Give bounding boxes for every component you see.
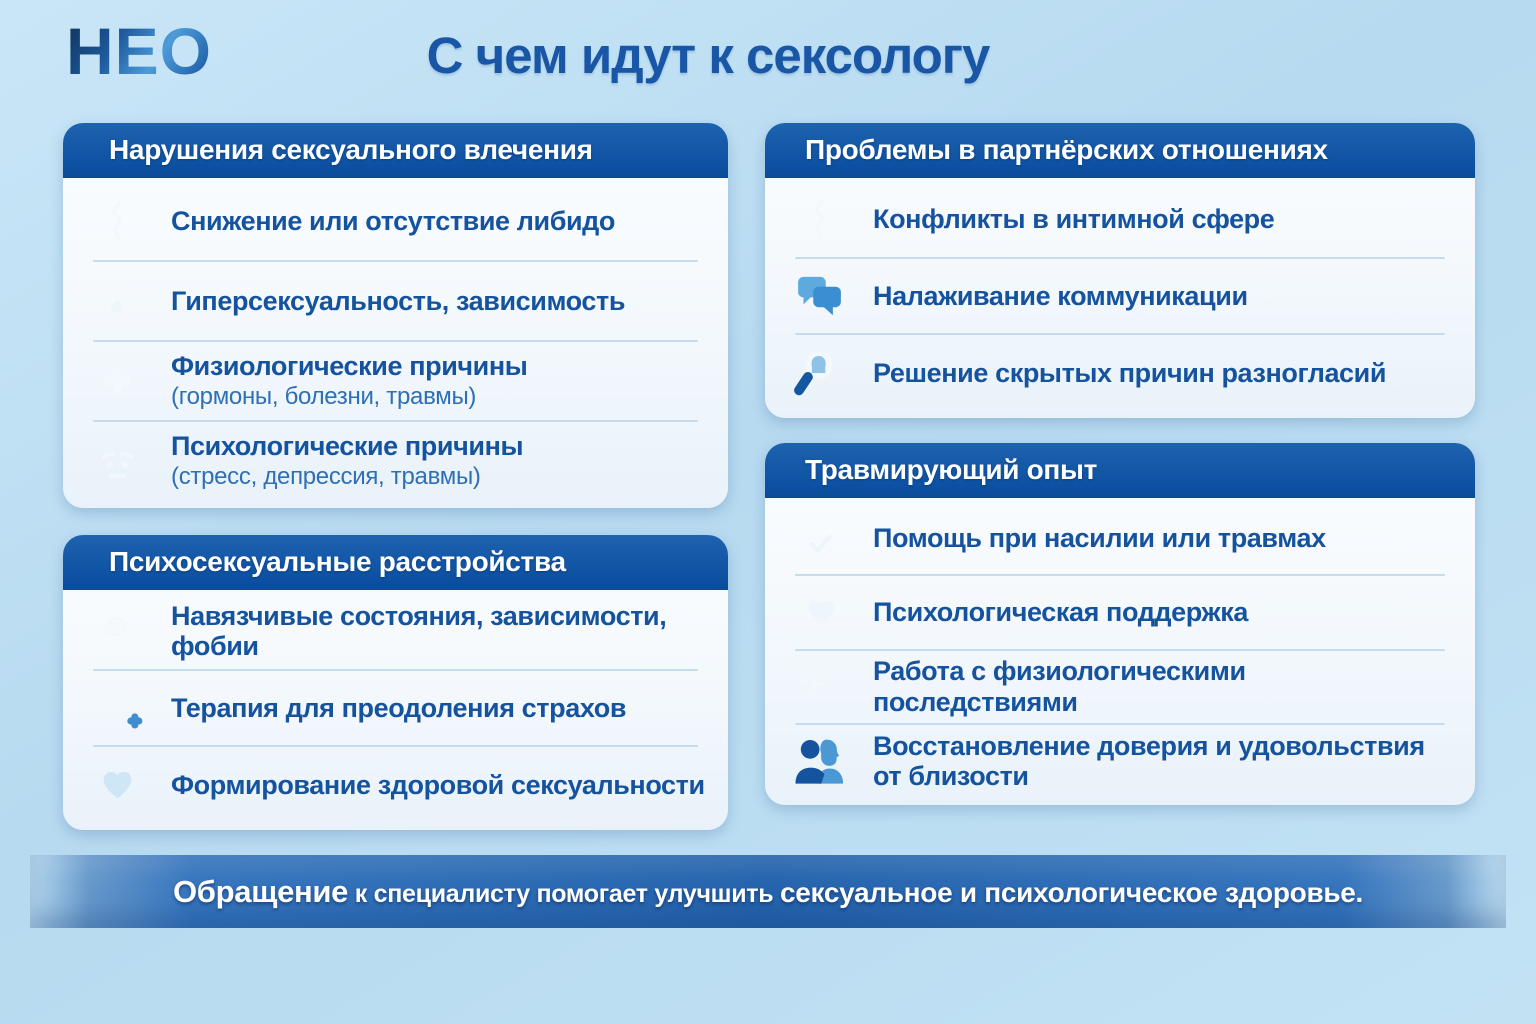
item-sublabel: (стресс, депрессия, травмы) [171,463,481,491]
list-item [89,747,708,822]
item-label: Навязчивые состояния, зависимости, фобии [171,601,667,662]
footer-banner [30,855,1506,928]
broken-heart-icon [791,191,848,248]
card-body [63,590,728,830]
couple-icon [791,732,848,789]
item-label: Налаживание коммуникации [873,280,1248,311]
card-partner-relationship-problems [765,123,1475,418]
stop-hand-icon [791,510,848,567]
broken-heart-icon [89,193,146,250]
chat-bubbles-icon [791,268,848,325]
logo [66,14,280,88]
footer-text-bold-end: сексуальное и психологическое здоровье. [779,876,1364,908]
item-label: Психологическая поддержка [873,597,1249,628]
footer-text-middle: к специалисту помогает улучшить [348,879,780,908]
list-item [89,182,708,260]
support-heart-icon [791,584,848,641]
item-label: Терапия для преодоления страхов [171,692,627,723]
page-title: С чем идут к сексологу [426,27,990,84]
medical-cross-icon [89,353,146,410]
left-column [63,123,728,830]
card-body [765,498,1475,805]
card-sexual-desire-disorders [63,123,728,508]
item-label: Работа с физиологическими последствиями [873,656,1246,717]
item-label: Конфликты в интимной сфере [873,204,1275,235]
list-item [791,502,1455,574]
list-item [791,182,1455,257]
list-item [89,671,708,746]
head-tree-icon [791,658,848,715]
list-item [89,342,708,420]
card-body [63,178,728,508]
item-label: Решение скрытых причин разногласий [873,357,1387,388]
item-label: Гиперсексуальность, зависимость [171,285,626,316]
card-title: Нарушения сексуального влечения [63,123,728,178]
list-item [791,576,1455,648]
item-label: Физиологические причины [171,350,528,381]
magnifier-head-icon [791,344,848,401]
card-title: Проблемы в партнёрских отношениях [765,123,1475,178]
card-body [765,178,1475,418]
list-item [791,335,1455,410]
card-traumatic-experience [765,443,1475,805]
list-item [791,725,1455,797]
card-title: Психосексуальные расстройства [63,535,728,590]
item-sublabel: (гормоны, болезни, травмы) [171,383,477,411]
item-label: Психологические причины [171,430,524,461]
item-label: Снижение или отсутствие либидо [171,205,616,236]
footer-text [173,874,1363,910]
list-item [791,259,1455,334]
heart-icon [89,756,146,813]
list-item [89,422,708,500]
footer-text-bold-start: Обращение [172,873,349,909]
card-psychosexual-disorders [63,535,728,830]
person-plus-icon [89,680,146,737]
flame-icon [89,273,146,330]
item-label: Формирование здоровой сексуальности [171,769,705,800]
logo-text: НЕО [66,14,213,88]
header [66,14,280,88]
card-title: Травмирующий опыт [765,443,1475,498]
logo-plus-icon [222,22,280,80]
right-column [765,123,1475,805]
list-item [89,594,708,669]
item-label: Восстановление доверия и удовольствия от близости [873,730,1425,791]
item-label: Помощь при насилии или травмах [873,523,1326,553]
worried-face-icon [89,433,146,490]
hypnosis-head-icon [89,603,146,660]
list-item [89,262,708,340]
list-item [791,651,1455,723]
